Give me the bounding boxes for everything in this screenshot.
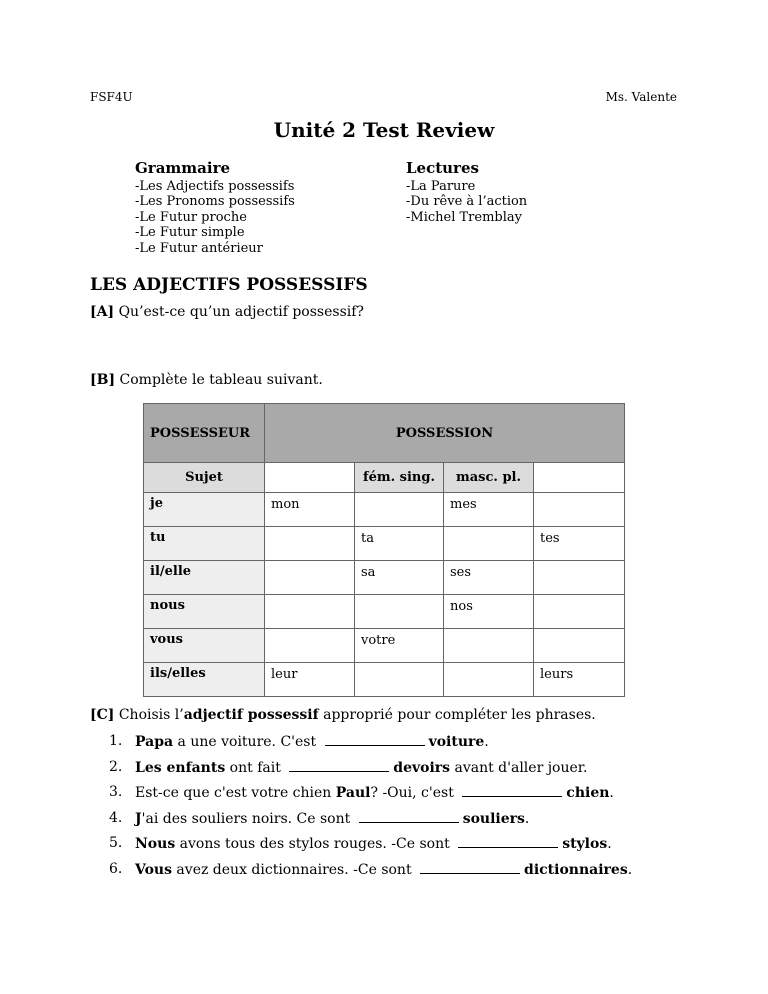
sentence-end: . <box>524 810 530 827</box>
question-a-label: [A] <box>90 304 115 320</box>
answer-blank[interactable] <box>359 810 459 823</box>
subject-word: Nous <box>135 836 176 852</box>
section-title: LES ADJECTIFS POSSESSIFS <box>90 275 368 295</box>
possessive-table <box>143 403 625 697</box>
sentence-end: avant d'aller jouer. <box>450 759 588 776</box>
answer-cell[interactable] <box>265 527 355 561</box>
question-a-text: Qu’est-ce qu’un adjectif possessif? <box>114 304 364 320</box>
teacher-name: Ms. Valente <box>605 90 677 104</box>
question-a <box>90 304 364 320</box>
answer-cell[interactable] <box>534 595 625 629</box>
item-number: 3. <box>109 784 123 800</box>
column-header: fém. sing. <box>355 463 444 493</box>
lectures-column <box>406 161 527 225</box>
list-item <box>90 835 632 861</box>
list-item <box>90 810 632 836</box>
answer-cell[interactable] <box>265 595 355 629</box>
sentence-end: . <box>609 785 614 801</box>
grammaire-item: -Le Futur proche <box>135 209 247 225</box>
item-number: 6. <box>109 860 123 877</box>
sentence-list <box>90 733 632 886</box>
sentence-text: avons tous des stylos rouges. -Ce sont <box>175 836 455 852</box>
noun-word: souliers <box>462 810 525 827</box>
answer-cell[interactable] <box>265 629 355 663</box>
sentence-end: . <box>627 861 633 878</box>
pronoun-cell: tu <box>144 527 265 561</box>
noun-word: stylos <box>562 836 608 852</box>
table-row <box>144 527 625 561</box>
sentence-text: 'ai des souliers noirs. Ce sont <box>141 810 355 827</box>
table-row <box>144 595 625 629</box>
list-item <box>90 861 632 887</box>
sentence-text: ? -Oui, c'est <box>370 785 459 801</box>
answer-cell[interactable]: ses <box>444 561 534 595</box>
answer-cell[interactable]: mon <box>265 493 355 527</box>
pronoun-cell: il/elle <box>144 561 265 595</box>
sentence-text: a une voiture. C'est <box>173 734 321 750</box>
course-code: FSF4U <box>90 90 133 104</box>
question-b-label: [B] <box>90 372 116 388</box>
question-c-text-end: approprié pour compléter les phrases. <box>318 707 596 723</box>
answer-cell[interactable] <box>265 561 355 595</box>
lectures-item: -Michel Tremblay <box>406 209 522 225</box>
subject-word: J <box>135 810 142 827</box>
answer-blank[interactable] <box>420 861 520 874</box>
sujet-header: Sujet <box>144 463 265 493</box>
noun-word: chien <box>566 785 610 801</box>
grammaire-item: -Les Pronoms possessifs <box>135 194 295 210</box>
list-item <box>90 759 632 785</box>
lectures-heading: Lectures <box>406 159 479 177</box>
question-b-text: Complète le tableau suivant. <box>115 372 323 388</box>
sentence-text: ont fait <box>225 759 286 776</box>
answer-cell[interactable] <box>355 595 444 629</box>
table-row <box>144 493 625 527</box>
sentence-end: . <box>607 836 612 852</box>
answer-cell[interactable] <box>534 561 625 595</box>
answer-cell[interactable] <box>355 493 444 527</box>
sentence-text: avez deux dictionnaires. -Ce sont <box>171 861 417 878</box>
grammaire-item: -Le Futur antérieur <box>135 240 263 256</box>
answer-cell[interactable]: leurs <box>534 663 625 697</box>
answer-blank[interactable] <box>458 835 558 848</box>
pronoun-cell: je <box>144 493 265 527</box>
item-number: 2. <box>109 758 123 775</box>
possession-header: POSSESSION <box>265 404 625 463</box>
answer-blank[interactable] <box>289 759 389 772</box>
answer-cell[interactable] <box>444 629 534 663</box>
answer-cell[interactable] <box>444 663 534 697</box>
subject-word: Paul <box>335 785 371 801</box>
answer-blank[interactable] <box>462 784 562 797</box>
sentence-text: Est-ce que c'est votre chien <box>135 785 336 801</box>
question-c-label: [C] <box>90 707 115 723</box>
table-row <box>144 561 625 595</box>
answer-cell[interactable]: ta <box>355 527 444 561</box>
noun-word: dictionnaires <box>524 861 628 878</box>
possesseur-header: POSSESSEUR <box>144 404 265 463</box>
grammaire-column <box>135 161 295 257</box>
item-number: 1. <box>109 733 123 749</box>
subject-word: Vous <box>135 861 172 878</box>
noun-word: voiture <box>428 734 485 750</box>
answer-cell[interactable]: votre <box>355 629 444 663</box>
lectures-item: -La Parure <box>406 178 476 194</box>
answer-cell[interactable] <box>444 527 534 561</box>
answer-cell[interactable] <box>355 663 444 697</box>
answer-cell[interactable] <box>534 629 625 663</box>
pronoun-cell: vous <box>144 629 265 663</box>
answer-cell[interactable]: tes <box>534 527 625 561</box>
answer-cell[interactable]: sa <box>355 561 444 595</box>
page-title: Unité 2 Test Review <box>273 118 495 142</box>
column-header: masc. pl. <box>444 463 534 493</box>
subject-word: Papa <box>135 734 174 750</box>
noun-word: devoirs <box>393 759 451 776</box>
question-c-text: Choisis l’ <box>114 707 184 723</box>
table-row <box>144 663 625 697</box>
question-b <box>90 372 323 388</box>
subject-word: Les enfants <box>135 759 226 776</box>
answer-cell[interactable]: mes <box>444 493 534 527</box>
answer-cell[interactable]: leur <box>265 663 355 697</box>
answer-blank[interactable] <box>325 733 425 746</box>
list-item <box>90 784 632 810</box>
item-number: 5. <box>109 835 123 851</box>
sentence-end: . <box>484 734 489 750</box>
question-c <box>90 707 596 723</box>
column-header <box>265 463 355 493</box>
column-header <box>534 463 625 493</box>
list-item <box>90 733 632 759</box>
answer-cell[interactable] <box>534 493 625 527</box>
grammaire-item: -Le Futur simple <box>135 225 245 241</box>
lectures-item: -Du rêve à l’action <box>406 194 528 210</box>
answer-cell[interactable]: nos <box>444 595 534 629</box>
table-row <box>144 629 625 663</box>
grammaire-heading: Grammaire <box>135 159 231 177</box>
pronoun-cell: nous <box>144 595 265 629</box>
item-number: 4. <box>109 809 123 826</box>
grammaire-item: -Les Adjectifs possessifs <box>135 178 295 194</box>
question-c-bold: adjectif possessif <box>183 707 319 723</box>
pronoun-cell: ils/elles <box>144 663 265 697</box>
